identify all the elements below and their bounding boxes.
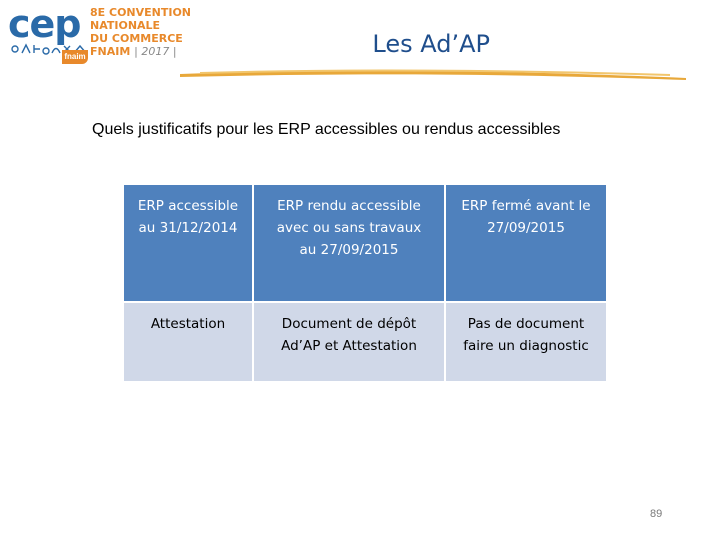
slide-subtitle: Quels justificatifs pour les ERP accessibles ou rendus accessibles [92,121,561,138]
justificatifs-table [122,183,608,383]
table-row [123,302,607,382]
cell-line: Ad’AP et Attestation [281,338,417,354]
cell-line: ERP accessible [137,198,239,214]
cell-line: Document de dépôt [281,316,417,332]
page-number: 89 [650,508,663,520]
conference-logo [6,2,192,64]
logo-line-2: NATIONALE [90,19,161,32]
logo-line-1: 8E CONVENTION [90,6,192,19]
header-cell-rendu-accessible [253,184,445,302]
title-underline-rule [10,64,690,82]
logo-fnaim-badge: fnaim [62,50,88,64]
slide-title: Les Ad’AP [372,30,490,58]
cell-line: Pas de document [467,316,585,332]
cell-line: ERP fermé avant le [461,198,591,214]
row-cell-diagnostic [445,302,607,382]
logo-line-4 [90,45,191,58]
table-header-row [123,184,607,302]
header-cell-accessible [123,184,253,302]
logo-convention-text [90,6,191,58]
cell-line: au 27/09/2015 [299,242,399,258]
logo-fnaim-name: FNAIM [90,45,131,58]
logo-line-3: DU COMMERCE [90,32,183,45]
cell-line: Attestation [150,316,226,332]
cell-line: avec ou sans travaux [276,220,422,236]
row-cell-document-depot [253,302,445,382]
logo-cep-wordmark: cep [8,2,81,46]
cell-line: ERP rendu accessible [277,198,421,214]
cell-line: au 31/12/2014 [138,220,238,236]
cell-line: 27/09/2015 [487,220,565,236]
logo-year: | 2017 | [134,45,177,58]
header-cell-ferme [445,184,607,302]
row-cell-attestation [123,302,253,382]
cell-line: faire un diagnostic [463,338,589,354]
